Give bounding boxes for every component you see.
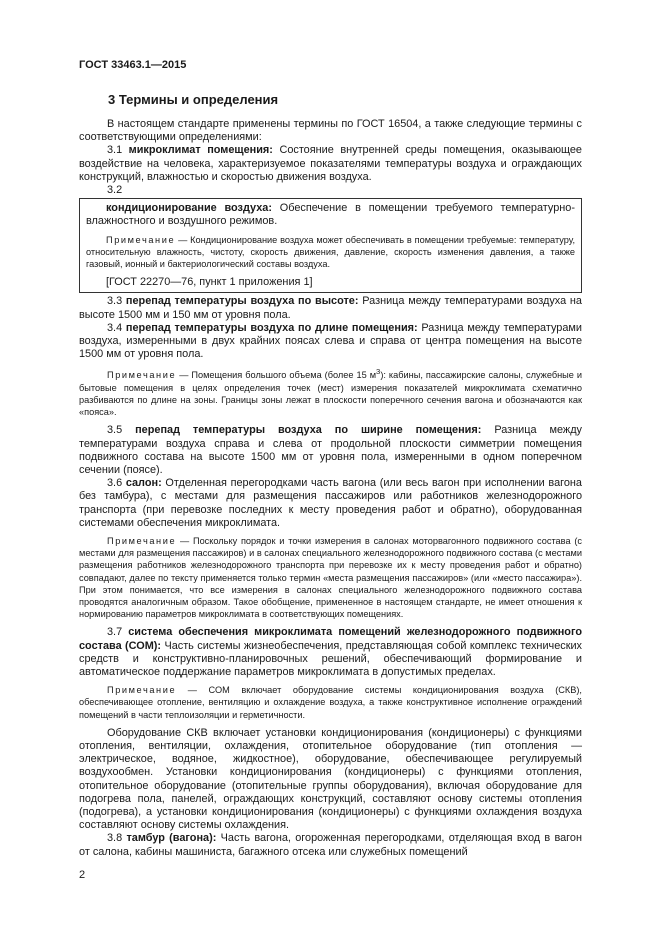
term-3-7 xyxy=(79,626,582,679)
term-3-4 xyxy=(79,322,582,362)
note-text: — СОМ включает оборудование системы кондиционирования воздуха (СКВ), обеспечивающее отопление, вентиляцию и охлаждение воздуха, а также конструктивное исполнение ограждений помещений в части теплоизоляции и герметичности. xyxy=(79,685,582,720)
term-3-8 xyxy=(79,832,582,858)
term-name: система обеспечения микроклимата помещений железнодорожного подвижного состава (СОМ): xyxy=(79,626,582,652)
term-name: кондиционирование воздуха: xyxy=(106,202,272,215)
term-definition: Часть системы жизнеобеспечения, представляющая собой комплекс технических средств и конструктивно-планировочных решений, обеспечивающий формирование и автоматическое поддержание параметров микроклимата в допустимых пределах. xyxy=(79,639,583,678)
note-label: Примечание xyxy=(107,685,177,696)
document-header: ГОСТ 33463.1—2015 xyxy=(79,59,187,71)
note-label: Примечание xyxy=(107,535,177,546)
term-name: микроклимат помещения: xyxy=(128,144,273,157)
term-definition: Разница между температурами воздуха справа и слева от продольной плоскости симметрии помещения подвижного состава на высоте 1500 мм от уровня пола, измеренными в одном поперечном сечении (поясе). xyxy=(79,424,582,476)
term-3-5 xyxy=(79,424,582,477)
term-3-4-note xyxy=(79,366,582,418)
term-number: 3.8 xyxy=(107,832,123,845)
intro-paragraph: В настоящем стандарте применены термины по ГОСТ 16504, а также следующие термины с соответствующими определениями: xyxy=(79,118,582,144)
term-definition: Отделенная перегородками часть вагона (или весь вагон при исполнении вагона без тамбура), с местами для размещения пассажиров или работников железнодорожного транспорта (при перевозке последних к месту проведения работ и обратно), оборудованная системами обеспечения микроклимата. xyxy=(79,477,582,529)
term-3-2-number: 3.2 xyxy=(107,184,123,197)
term-definition: Обеспечение в помещении требуемого температурно-влажностного и воздушного режимов. xyxy=(86,202,575,228)
term-3-2-box xyxy=(79,198,582,293)
term-definition: Часть вагона, огороженная перегородками, отделяющая вход в вагон от салона, кабины машиниста, багажного отсека или служебных помещений xyxy=(79,832,582,858)
document-body xyxy=(79,92,582,859)
term-3-2 xyxy=(86,202,575,228)
note-text-end: ): кабины, пассажирские салоны, служебные и бытовые помещения в целях определения точек (мест) измерения показателей микроклимата схематично разбиваются по длине на зоны. Границы зоны лежат в плоскости поперечного сечения вагона и обозначаются как «пояса». xyxy=(79,370,583,418)
term-name: тамбур (вагона): xyxy=(126,832,217,845)
term-3-2-note xyxy=(86,234,575,271)
term-3-7-note xyxy=(79,684,582,721)
term-name: перепад температуры воздуха по ширине помещения: xyxy=(135,424,482,437)
term-3-1 xyxy=(79,144,582,184)
note-text-start: — Помещения большого объема (более 15 м xyxy=(179,370,377,381)
term-3-3 xyxy=(79,295,582,321)
term-3-2-reference: [ГОСТ 22270—76, пункт 1 приложения 1] xyxy=(106,276,313,289)
note-superscript: 3 xyxy=(376,367,381,377)
page-number: 2 xyxy=(79,869,86,881)
note-text: — Кондиционирование воздуха может обеспечивать в помещении требуемые: температуру, относительную влажность, чистоту, скорость движения, давление, скорость изменения давления, а также газовый, ионный и бактериологический составы воздуха. xyxy=(86,234,575,270)
term-number: 3.6 xyxy=(107,477,123,490)
term-name: салон: xyxy=(125,477,162,490)
term-number: 3.3 xyxy=(107,295,123,308)
term-number: 3.4 xyxy=(107,321,123,334)
note-text: — Поскольку порядок и точки измерения в салонах моторвагонного подвижного состава (с местами для размещения пассажиров) и в салонах специального железнодорожного подвижного состава (с местами размещения работников железнодорожного транспорта при перевозке их к месту проведения работ и обратно) совпадают, далее по тексту применяется только термин «места размещения пассажиров» (или «место пассажира»). При этом понимается, что все измерения в салонах специального железнодорожного подвижного состава проводятся аналогичным образом. Такое обобщение, примененное в настоящем стандарте, не имеет отношения к нормированию параметров микроклимата в соответствующих помещениях. xyxy=(79,535,582,620)
term-number: 3.7 xyxy=(107,626,123,639)
term-number: 3.5 xyxy=(107,424,123,437)
term-definition: Разница между температурами воздуха на высоте 1500 мм и 150 мм от уровня пола. xyxy=(79,295,582,321)
term-number: 3.1 xyxy=(107,144,123,157)
term-3-7-equipment-paragraph: Оборудование СКВ включает установки кондиционирования (кондиционеры) с функциями отопления, вентиляции, охлаждения, отопительное оборудование (тип отопления — электрическое, водяное, жидкостное), оборудование, обеспечивающее регулируемый воздухообмен. Установки кондиционирования (кондиционеры) с функциями отопления, отопительное оборудование (отопительные группы оборудования), включая оборудование для подогрева пола, панелей, ограждающих конструкций, составляют основу системы отопления (подогрева), а установки кондиционирования (кондиционеры) с функциями охлаждения воздуха составляют основу системы охлаждения. xyxy=(79,726,582,832)
term-definition: Разница между температурами воздуха, измеренными в двух крайних поясах слева и справа от центра помещения на высоте 1500 мм от уровня пола. xyxy=(79,321,582,361)
term-name: перепад температуры воздуха по длине помещения: xyxy=(125,321,418,334)
section-title: 3 Термины и определения xyxy=(108,92,279,107)
term-3-6-note xyxy=(79,535,582,620)
note-label: Примечание xyxy=(107,370,177,381)
note-label: Примечание xyxy=(106,234,176,245)
term-name: перепад температуры воздуха по высоте: xyxy=(125,295,359,308)
term-3-6 xyxy=(79,477,582,530)
term-definition: Состояние внутренней среды помещения, оказывающее воздействие на человека, характеризуемое показателями температуры воздуха и ограждающих конструкций, влажностью и скоростью движения воздуха. xyxy=(79,144,582,183)
